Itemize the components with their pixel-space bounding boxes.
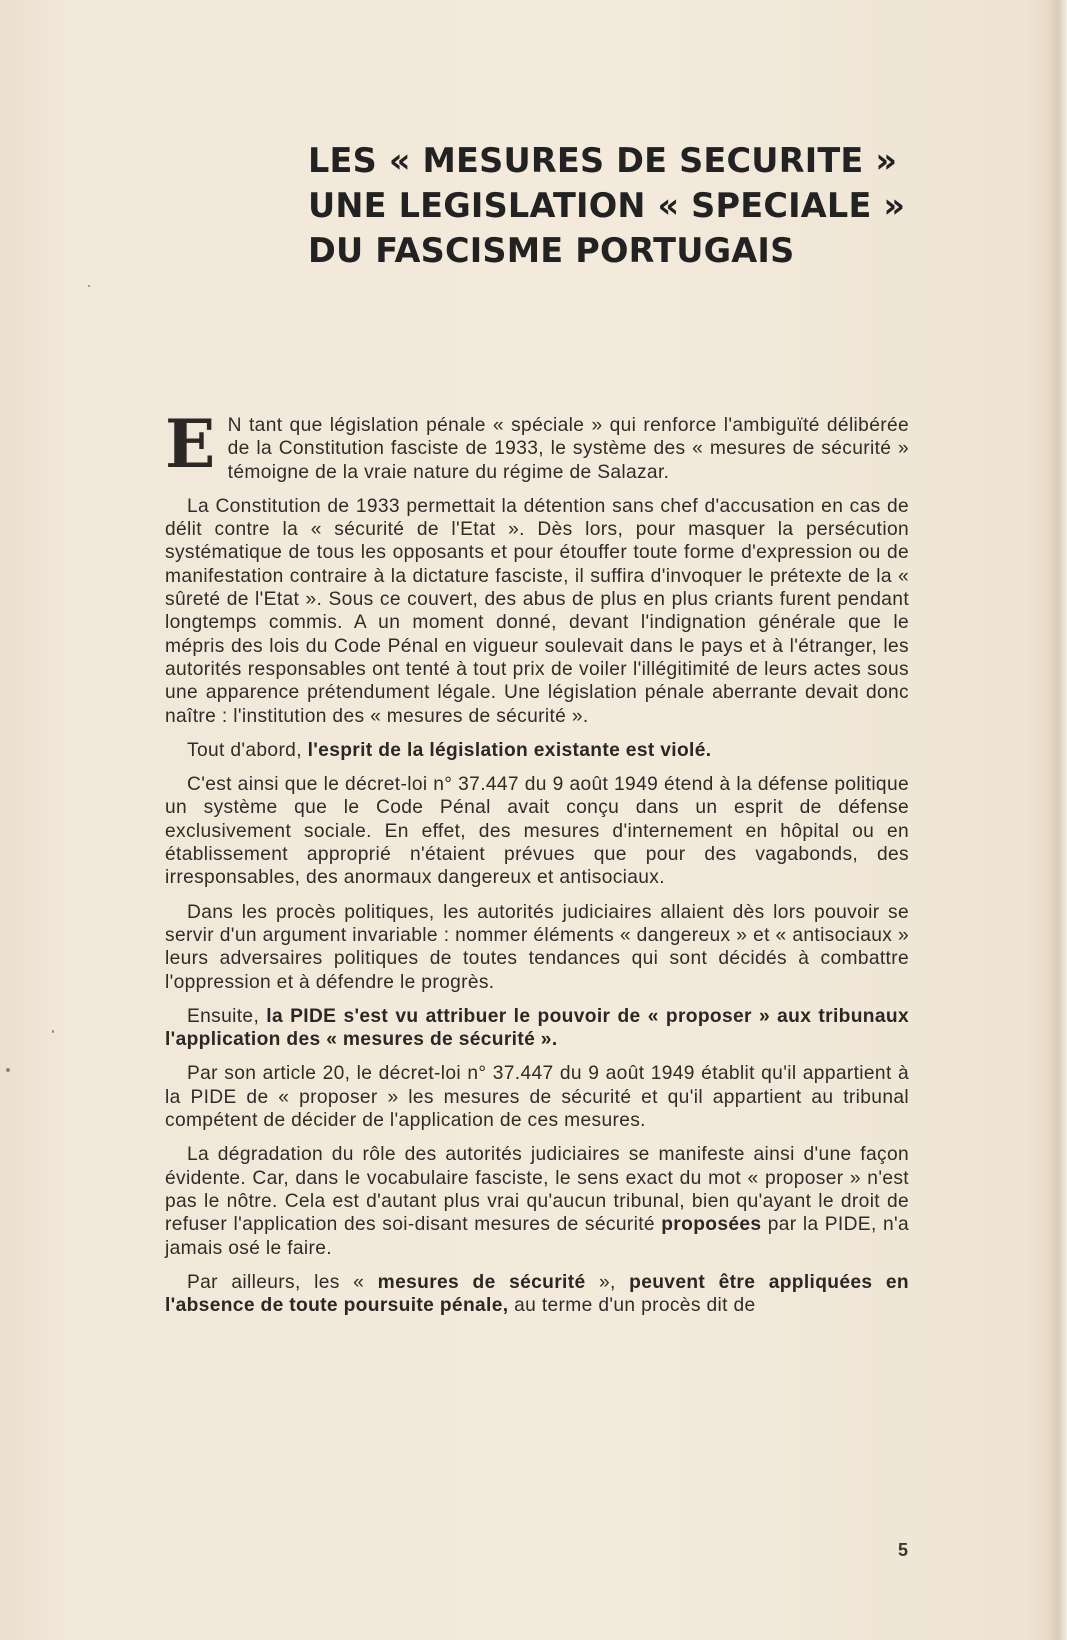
paragraph-text: Par son article 20, le décret-loi n° 37.447 du 9 août 1949 établit qu'il appartient à la PIDE de « proposer » les mesures de sécurité et qu'il appartient au tribunal compétent de décider de l'application de ces mesures. (165, 1063, 909, 1132)
paragraph (165, 1062, 909, 1132)
article-body (165, 405, 910, 1328)
paragraph-text: Par ailleurs, les « (187, 1271, 378, 1293)
emphasis-text: mesures de sécurité (377, 1271, 586, 1293)
paragraph-text: », (585, 1271, 630, 1293)
emphasis-text: peuvent être appliquées en l'absence de toute poursuite pénale, (165, 1271, 909, 1317)
title-line: UNE LEGISLATION « SPECIALE » (308, 186, 906, 225)
paragraph (165, 901, 909, 994)
title-line: DU FASCISME PORTUGAIS (308, 231, 795, 270)
paragraph-text: Dans les procès politiques, les autorités judiciaires allaient dès lors pouvoir se servir d'un argument invariable : nommer éléments « dangereux » et « antisociaux » leurs adversaires politiques de toutes tendances qui sont décidés à combattre l'oppression et à défendre le progrès. (165, 901, 909, 993)
paper-speck (6, 1068, 10, 1072)
paper-speck (52, 1030, 54, 1033)
paragraph-text: Tout d'abord, (187, 739, 308, 761)
paragraph (165, 773, 909, 889)
paragraph-text: par la PIDE, n'a jamais osé le faire. (165, 1214, 910, 1259)
paper-speck (88, 285, 90, 287)
paragraph-text: au terme d'un procès dit de (508, 1295, 756, 1317)
paragraph-text: C'est ainsi que le décret-loi n° 37.447 du 9 août 1949 étend à la défense politique un système que le Code Pénal avait conçu dans un esprit de défense exclusivement sociale. En effet, des mesures d'internement en hôpital ou en établissement approprié n'étaient prévues que pour des vagabonds, des irresponsables, des anormaux dangereux et antisociaux. (165, 774, 909, 889)
drop-cap: E (165, 405, 216, 483)
page-number: 5 (898, 1540, 909, 1560)
emphasis-text: la PIDE s'est vu attribuer le pouvoir de « proposer » aux tribunaux l'application des « mesures de sécurité ». (165, 1005, 909, 1051)
emphasis-text: proposées (661, 1214, 762, 1236)
paragraph (165, 739, 909, 762)
emphasis-text: l'esprit de la législation existante est violé. (307, 739, 712, 761)
title-line: LES « MESURES DE SECURITE » (308, 141, 898, 180)
paragraph-text: La dégradation du rôle des autorités judiciaires se manifeste ainsi d'une façon évidente. Car, dans le vocabulaire fasciste, le sens exact du mot « proposer » n'est pas le nôtre. Cela est d'autant plus vrai qu'aucun tribunal, bien qu'ayant le droit de refuser l'application des soi-disant mesures de sécurité (165, 1144, 909, 1236)
paragraph-intro (165, 405, 909, 484)
paragraph-text: N tant que législation pénale « spéciale » qui renforce l'ambiguïté délibérée de la Constitution fasciste de 1933, le système des « mesures de sécurité » témoigne de la vraie nature du régime de Salazar. (227, 415, 909, 483)
paragraph-text: La Constitution de 1933 permettait la détention sans chef d'accusation en cas de délit contre la « sécurité de l'Etat ». Dès lors, pour masquer la persécution systématique de tous les opposants et pour étouffer toute forme d'expression ou de manifestation contraire à la dictature fasciste, il suffira d'invoquer le prétexte de la « sûreté de l'Etat ». Sous ce couvert, des abus de plus en plus criants furent pendant longtemps commis. A un moment donné, devant l'indignation générale que le mépris des lois du Code Pénal en vigueur soulevait dans le pays et à l'étranger, les autorités responsables ont tenté à tout prix de voiler l'illégitimité de leurs actes sous une apparence prétendument légale. Une législation pénale aberrante devait donc naître : l'institution des « mesures de sécurité ». (165, 495, 909, 727)
paragraph (165, 1005, 909, 1052)
paragraph (165, 495, 909, 728)
paragraph-text: Ensuite, (187, 1005, 267, 1027)
page-edge-shadow (1045, 0, 1067, 1640)
paragraph (165, 1143, 909, 1259)
article-title (308, 138, 948, 273)
paragraph (165, 1271, 909, 1318)
